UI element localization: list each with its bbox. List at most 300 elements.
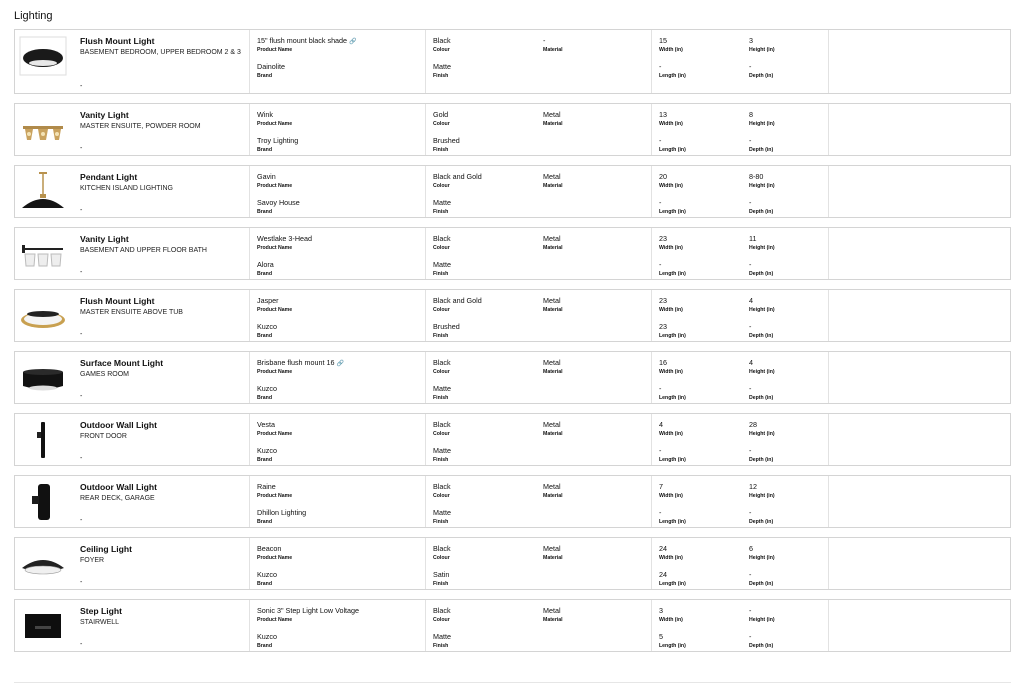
item-info-cell bbox=[15, 290, 250, 341]
list-item-10[interactable] bbox=[14, 599, 1011, 652]
depth-value: - bbox=[749, 136, 752, 145]
item-location: FRONT DOOR bbox=[80, 433, 127, 440]
product-name-value: Brisbane flush mount 16 🔗 bbox=[257, 358, 344, 367]
extra-cell bbox=[829, 290, 1010, 341]
material-value: Metal bbox=[543, 296, 561, 305]
width-value: 15 bbox=[659, 36, 667, 45]
brand-label: Brand bbox=[257, 147, 272, 153]
product-name-label: Product Name bbox=[257, 555, 293, 561]
colour-label: Colour bbox=[433, 183, 450, 189]
depth-label: Depth (in) bbox=[749, 333, 774, 339]
colour-label: Colour bbox=[433, 493, 450, 499]
finish-value: Matte bbox=[433, 198, 451, 207]
material-value: Metal bbox=[543, 358, 561, 367]
product-name-label: Product Name bbox=[257, 245, 293, 251]
material-cell bbox=[536, 476, 652, 527]
height-label: Height (in) bbox=[749, 555, 775, 561]
depth-label: Depth (in) bbox=[749, 209, 774, 215]
list-item-6[interactable] bbox=[14, 351, 1011, 404]
material-label: Material bbox=[543, 47, 563, 53]
divider bbox=[14, 682, 1011, 683]
brand-value: Kuzco bbox=[257, 632, 277, 641]
colour-value: Black bbox=[433, 420, 451, 429]
flush-gold-ring-icon bbox=[19, 296, 67, 336]
material-label: Material bbox=[543, 555, 563, 561]
colour-cell bbox=[426, 538, 536, 589]
material-cell bbox=[536, 352, 652, 403]
link-icon[interactable]: 🔗 bbox=[349, 39, 357, 45]
item-location: BASEMENT BEDROOM, UPPER BEDROOM 2 & 3 bbox=[80, 49, 241, 56]
material-cell bbox=[536, 414, 652, 465]
colour-cell bbox=[426, 104, 536, 155]
length-value: - bbox=[659, 508, 662, 517]
item-location: KITCHEN ISLAND LIGHTING bbox=[80, 185, 173, 192]
material-value: - bbox=[543, 36, 546, 45]
finish-value: Matte bbox=[433, 384, 451, 393]
colour-value: Black bbox=[433, 482, 451, 491]
height-cell bbox=[742, 166, 829, 217]
height-cell bbox=[742, 414, 829, 465]
item-name: Flush Mount Light bbox=[80, 36, 155, 46]
depth-value: - bbox=[749, 260, 752, 269]
item-note: - bbox=[80, 207, 83, 214]
material-value: Metal bbox=[543, 172, 561, 181]
item-name: Surface Mount Light bbox=[80, 358, 164, 368]
finish-value: Matte bbox=[433, 632, 451, 641]
product-name-label: Product Name bbox=[257, 617, 293, 623]
length-value: - bbox=[659, 62, 662, 71]
length-value: - bbox=[659, 384, 662, 393]
lighting-list bbox=[14, 29, 1011, 661]
brand-label: Brand bbox=[257, 333, 272, 339]
width-cell bbox=[652, 30, 742, 93]
colour-label: Colour bbox=[433, 245, 450, 251]
item-note: - bbox=[80, 579, 83, 586]
finish-label: Finish bbox=[433, 581, 449, 587]
list-item-9[interactable] bbox=[14, 537, 1011, 590]
length-value: 24 bbox=[659, 570, 667, 579]
width-label: Width (in) bbox=[659, 431, 683, 437]
item-note: - bbox=[80, 145, 83, 152]
colour-label: Colour bbox=[433, 555, 450, 561]
item-location: REAR DECK, GARAGE bbox=[80, 495, 155, 502]
colour-cell bbox=[426, 600, 536, 651]
colour-label: Colour bbox=[433, 369, 450, 375]
depth-value: - bbox=[749, 508, 752, 517]
list-item-4[interactable] bbox=[14, 227, 1011, 280]
width-cell bbox=[652, 290, 742, 341]
product-name-label: Product Name bbox=[257, 307, 293, 313]
width-label: Width (in) bbox=[659, 183, 683, 189]
colour-cell bbox=[426, 166, 536, 217]
extra-cell bbox=[829, 476, 1010, 527]
product-cell bbox=[250, 228, 426, 279]
width-cell bbox=[652, 476, 742, 527]
depth-value: - bbox=[749, 632, 752, 641]
material-cell bbox=[536, 290, 652, 341]
width-value: 13 bbox=[659, 110, 667, 119]
item-info-cell bbox=[15, 228, 250, 279]
height-cell bbox=[742, 228, 829, 279]
brand-label: Brand bbox=[257, 643, 272, 649]
height-value: - bbox=[749, 606, 752, 615]
list-item-7[interactable] bbox=[14, 413, 1011, 466]
item-note: - bbox=[80, 83, 83, 90]
length-value: 5 bbox=[659, 632, 663, 641]
width-cell bbox=[652, 352, 742, 403]
list-item-1[interactable] bbox=[14, 29, 1011, 94]
colour-cell bbox=[426, 30, 536, 93]
width-value: 4 bbox=[659, 420, 663, 429]
product-name-value: Raine bbox=[257, 482, 276, 491]
brand-value: Dainolite bbox=[257, 62, 285, 71]
width-cell bbox=[652, 166, 742, 217]
width-label: Width (in) bbox=[659, 555, 683, 561]
height-cell bbox=[742, 352, 829, 403]
product-name-value: Beacon bbox=[257, 544, 282, 553]
item-info-cell bbox=[15, 600, 250, 651]
material-cell bbox=[536, 600, 652, 651]
product-cell bbox=[250, 414, 426, 465]
vanity-3head-icon bbox=[19, 234, 67, 274]
product-name-value: 15" flush mount black shade 🔗 bbox=[257, 36, 357, 45]
item-note: - bbox=[80, 393, 83, 400]
height-cell bbox=[742, 104, 829, 155]
brand-label: Brand bbox=[257, 209, 272, 215]
pendant-icon bbox=[19, 172, 67, 212]
colour-label: Colour bbox=[433, 121, 450, 127]
item-info-cell bbox=[15, 538, 250, 589]
product-name-value: Westlake 3-Head bbox=[257, 234, 312, 243]
link-icon[interactable]: 🔗 bbox=[336, 361, 344, 367]
extra-cell bbox=[829, 166, 1010, 217]
item-name: Outdoor Wall Light bbox=[80, 482, 158, 492]
depth-label: Depth (in) bbox=[749, 73, 774, 79]
height-cell bbox=[742, 538, 829, 589]
height-value: 28 bbox=[749, 420, 757, 429]
colour-value: Black and Gold bbox=[433, 172, 482, 181]
material-cell bbox=[536, 30, 652, 93]
colour-value: Black bbox=[433, 36, 451, 45]
material-label: Material bbox=[543, 369, 563, 375]
vanity-gold-icon bbox=[19, 110, 67, 150]
width-label: Width (in) bbox=[659, 617, 683, 623]
depth-value: - bbox=[749, 322, 752, 331]
width-label: Width (in) bbox=[659, 369, 683, 375]
item-location: STAIRWELL bbox=[80, 619, 120, 626]
colour-value: Black bbox=[433, 606, 451, 615]
depth-label: Depth (in) bbox=[749, 519, 774, 525]
depth-value: - bbox=[749, 446, 752, 455]
material-cell bbox=[536, 228, 652, 279]
colour-cell bbox=[426, 352, 536, 403]
item-info-cell bbox=[15, 476, 250, 527]
item-location: MASTER ENSUITE, POWDER ROOM bbox=[80, 123, 201, 130]
product-cell bbox=[250, 476, 426, 527]
item-note: - bbox=[80, 331, 83, 338]
item-info-cell bbox=[15, 414, 250, 465]
item-note: - bbox=[80, 455, 83, 462]
material-label: Material bbox=[543, 617, 563, 623]
item-location: BASEMENT AND UPPER FLOOR BATH bbox=[80, 247, 207, 254]
item-info-cell bbox=[15, 104, 250, 155]
finish-label: Finish bbox=[433, 395, 449, 401]
height-value: 4 bbox=[749, 358, 753, 367]
material-label: Material bbox=[543, 245, 563, 251]
colour-value: Gold bbox=[433, 110, 449, 119]
width-value: 23 bbox=[659, 234, 667, 243]
brand-value: Kuzco bbox=[257, 446, 277, 455]
length-value: - bbox=[659, 136, 662, 145]
depth-label: Depth (in) bbox=[749, 147, 774, 153]
height-value: 8 bbox=[749, 110, 753, 119]
wall-cylinder-icon bbox=[19, 482, 67, 522]
material-label: Material bbox=[543, 493, 563, 499]
product-cell bbox=[250, 538, 426, 589]
depth-value: - bbox=[749, 198, 752, 207]
list-item-2[interactable] bbox=[14, 103, 1011, 156]
material-label: Material bbox=[543, 183, 563, 189]
width-value: 3 bbox=[659, 606, 663, 615]
item-name: Outdoor Wall Light bbox=[80, 420, 158, 430]
product-name-label: Product Name bbox=[257, 183, 293, 189]
item-note: - bbox=[80, 269, 83, 276]
brand-value: Kuzco bbox=[257, 570, 277, 579]
product-cell bbox=[250, 104, 426, 155]
material-cell bbox=[536, 104, 652, 155]
width-cell bbox=[652, 104, 742, 155]
height-cell bbox=[742, 30, 829, 93]
height-value: 3 bbox=[749, 36, 753, 45]
item-note: - bbox=[80, 641, 83, 648]
item-location: FOYER bbox=[80, 557, 105, 564]
item-name: Ceiling Light bbox=[80, 544, 133, 554]
step-light-icon bbox=[19, 606, 67, 646]
brand-label: Brand bbox=[257, 581, 272, 587]
brand-label: Brand bbox=[257, 73, 272, 79]
width-cell bbox=[652, 228, 742, 279]
length-label: Length (in) bbox=[659, 457, 686, 463]
material-value: Metal bbox=[543, 544, 561, 553]
length-label: Length (in) bbox=[659, 271, 686, 277]
colour-value: Black bbox=[433, 234, 451, 243]
colour-label: Colour bbox=[433, 431, 450, 437]
item-name: Vanity Light bbox=[80, 234, 129, 244]
width-label: Width (in) bbox=[659, 121, 683, 127]
material-value: Metal bbox=[543, 482, 561, 491]
depth-label: Depth (in) bbox=[749, 581, 774, 587]
colour-cell bbox=[426, 476, 536, 527]
item-info-cell bbox=[15, 166, 250, 217]
surface-mount-icon bbox=[19, 358, 67, 398]
width-value: 20 bbox=[659, 172, 667, 181]
height-value: 11 bbox=[749, 234, 757, 243]
list-item-8[interactable] bbox=[14, 475, 1011, 528]
height-value: 12 bbox=[749, 482, 757, 491]
height-label: Height (in) bbox=[749, 183, 775, 189]
colour-label: Colour bbox=[433, 617, 450, 623]
width-cell bbox=[652, 600, 742, 651]
depth-label: Depth (in) bbox=[749, 643, 774, 649]
brand-value: Savoy House bbox=[257, 198, 300, 207]
finish-value: Satin bbox=[433, 570, 450, 579]
finish-label: Finish bbox=[433, 209, 449, 215]
length-label: Length (in) bbox=[659, 395, 686, 401]
depth-label: Depth (in) bbox=[749, 395, 774, 401]
material-value: Metal bbox=[543, 110, 561, 119]
material-value: Metal bbox=[543, 606, 561, 615]
brand-label: Brand bbox=[257, 395, 272, 401]
depth-value: - bbox=[749, 384, 752, 393]
height-label: Height (in) bbox=[749, 431, 775, 437]
colour-value: Black bbox=[433, 544, 451, 553]
width-label: Width (in) bbox=[659, 307, 683, 313]
length-value: - bbox=[659, 260, 662, 269]
finish-label: Finish bbox=[433, 519, 449, 525]
depth-value: - bbox=[749, 570, 752, 579]
material-label: Material bbox=[543, 121, 563, 127]
wall-bar-icon bbox=[19, 420, 67, 460]
item-name: Step Light bbox=[80, 606, 123, 616]
length-label: Length (in) bbox=[659, 519, 686, 525]
product-name-value: Wink bbox=[257, 110, 273, 119]
product-name-value: Sonic 3" Step Light Low Voltage bbox=[257, 606, 360, 615]
colour-value: Black and Gold bbox=[433, 296, 482, 305]
width-value: 16 bbox=[659, 358, 667, 367]
length-label: Length (in) bbox=[659, 643, 686, 649]
brand-value: Troy Lighting bbox=[257, 136, 299, 145]
extra-cell bbox=[829, 104, 1010, 155]
colour-value: Black bbox=[433, 358, 451, 367]
height-label: Height (in) bbox=[749, 617, 775, 623]
extra-cell bbox=[829, 600, 1010, 651]
height-label: Height (in) bbox=[749, 493, 775, 499]
finish-label: Finish bbox=[433, 147, 449, 153]
item-location: GAMES ROOM bbox=[80, 371, 130, 378]
brand-label: Brand bbox=[257, 271, 272, 277]
product-cell bbox=[250, 166, 426, 217]
height-label: Height (in) bbox=[749, 245, 775, 251]
product-name-label: Product Name bbox=[257, 47, 293, 53]
length-value: - bbox=[659, 198, 662, 207]
ceiling-dome-icon bbox=[19, 544, 67, 584]
length-label: Length (in) bbox=[659, 333, 686, 339]
height-value: 6 bbox=[749, 544, 753, 553]
product-name-label: Product Name bbox=[257, 493, 293, 499]
extra-cell bbox=[829, 30, 1010, 93]
width-cell bbox=[652, 414, 742, 465]
extra-cell bbox=[829, 414, 1010, 465]
depth-value: - bbox=[749, 62, 752, 71]
height-label: Height (in) bbox=[749, 47, 775, 53]
material-cell bbox=[536, 538, 652, 589]
brand-value: Kuzco bbox=[257, 384, 277, 393]
length-label: Length (in) bbox=[659, 581, 686, 587]
length-value: - bbox=[659, 446, 662, 455]
brand-label: Brand bbox=[257, 519, 272, 525]
finish-value: Matte bbox=[433, 62, 451, 71]
product-name-value: Jasper bbox=[257, 296, 279, 305]
height-label: Height (in) bbox=[749, 121, 775, 127]
length-label: Length (in) bbox=[659, 73, 686, 79]
product-cell bbox=[250, 290, 426, 341]
product-name-value: Gavin bbox=[257, 172, 276, 181]
list-item-3[interactable] bbox=[14, 165, 1011, 218]
width-value: 7 bbox=[659, 482, 663, 491]
width-label: Width (in) bbox=[659, 47, 683, 53]
colour-label: Colour bbox=[433, 47, 450, 53]
product-name-label: Product Name bbox=[257, 121, 293, 127]
height-cell bbox=[742, 600, 829, 651]
brand-value: Alora bbox=[257, 260, 274, 269]
material-label: Material bbox=[543, 307, 563, 313]
flush-mount-icon bbox=[19, 36, 67, 76]
extra-cell bbox=[829, 352, 1010, 403]
section-title: Lighting bbox=[14, 10, 53, 22]
extra-cell bbox=[829, 538, 1010, 589]
height-cell bbox=[742, 476, 829, 527]
finish-label: Finish bbox=[433, 73, 449, 79]
item-name: Flush Mount Light bbox=[80, 296, 155, 306]
height-value: 8-80 bbox=[749, 172, 764, 181]
length-label: Length (in) bbox=[659, 209, 686, 215]
finish-value: Matte bbox=[433, 446, 451, 455]
width-value: 24 bbox=[659, 544, 667, 553]
finish-value: Brushed bbox=[433, 322, 460, 331]
width-value: 23 bbox=[659, 296, 667, 305]
material-value: Metal bbox=[543, 420, 561, 429]
item-name: Vanity Light bbox=[80, 110, 129, 120]
item-note: - bbox=[80, 517, 83, 524]
list-item-5[interactable] bbox=[14, 289, 1011, 342]
colour-label: Colour bbox=[433, 307, 450, 313]
depth-label: Depth (in) bbox=[749, 271, 774, 277]
colour-cell bbox=[426, 228, 536, 279]
brand-value: Dhillon Lighting bbox=[257, 508, 307, 517]
item-info-cell bbox=[15, 30, 250, 93]
brand-value: Kuzco bbox=[257, 322, 277, 331]
width-label: Width (in) bbox=[659, 493, 683, 499]
finish-value: Matte bbox=[433, 260, 451, 269]
width-label: Width (in) bbox=[659, 245, 683, 251]
height-value: 4 bbox=[749, 296, 753, 305]
finish-value: Matte bbox=[433, 508, 451, 517]
material-value: Metal bbox=[543, 234, 561, 243]
item-location: MASTER ENSUITE ABOVE TUB bbox=[80, 309, 183, 316]
width-cell bbox=[652, 538, 742, 589]
product-name-label: Product Name bbox=[257, 369, 293, 375]
brand-label: Brand bbox=[257, 457, 272, 463]
finish-label: Finish bbox=[433, 643, 449, 649]
colour-cell bbox=[426, 290, 536, 341]
product-name-value: Vesta bbox=[257, 420, 275, 429]
product-cell bbox=[250, 600, 426, 651]
colour-cell bbox=[426, 414, 536, 465]
extra-cell bbox=[829, 228, 1010, 279]
item-info-cell bbox=[15, 352, 250, 403]
product-name-label: Product Name bbox=[257, 431, 293, 437]
material-label: Material bbox=[543, 431, 563, 437]
product-cell bbox=[250, 352, 426, 403]
item-name: Pendant Light bbox=[80, 172, 138, 182]
depth-label: Depth (in) bbox=[749, 457, 774, 463]
height-label: Height (in) bbox=[749, 369, 775, 375]
material-cell bbox=[536, 166, 652, 217]
height-cell bbox=[742, 290, 829, 341]
finish-label: Finish bbox=[433, 333, 449, 339]
finish-label: Finish bbox=[433, 457, 449, 463]
finish-label: Finish bbox=[433, 271, 449, 277]
